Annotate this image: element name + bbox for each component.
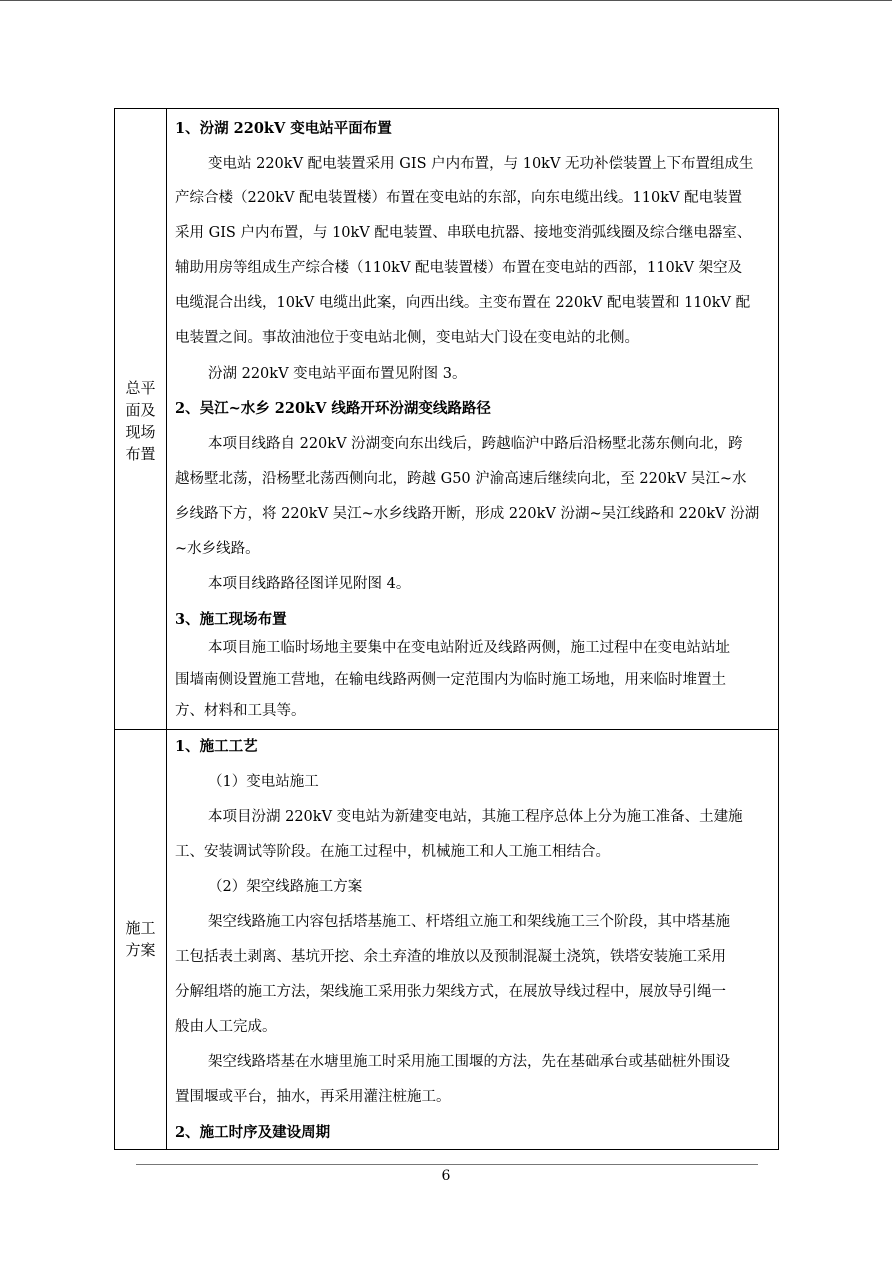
- heading-schedule: 2、施工时序及建设周期: [175, 1124, 331, 1141]
- row-label-line: 方案: [125, 941, 156, 959]
- paragraph-line: ~水乡线路。: [175, 541, 260, 557]
- paragraph-line: 分解组塔的施工方法，架线施工采用张力架线方式，在展放导线过程中，展放导引绳一: [175, 984, 726, 1000]
- heading-site-layout: 3、施工现场布置: [175, 611, 287, 628]
- paragraph-line: 电缆混合出线，10kV 电缆出此案，向西出线。主变布置在 220kV 配电装置和 110kV 配: [175, 295, 751, 311]
- paragraph-line: 本项目施工临时场地主要集中在变电站附近及线路两侧，施工过程中在变电站站址: [208, 640, 730, 656]
- paragraph-line: 汾湖 220kV 变电站平面布置见附图 3。: [208, 366, 467, 382]
- paragraph-line: 变电站 220kV 配电装置采用 GIS 户内布置，与 10kV 无功补偿装置上下布置组成生: [208, 156, 754, 172]
- row-label-line: 面及: [125, 401, 156, 419]
- paragraph-line: 工、安装调试等阶段。在施工过程中，机械施工和人工施工相结合。: [175, 844, 610, 860]
- row-label-line: 施工: [125, 919, 156, 937]
- paragraph-line: 架空线路塔基在水塘里施工时采用施工围堰的方法，先在基础承台或基础桩外围设: [208, 1054, 730, 1070]
- paragraph-line: 产综合楼（220kV 配电装置楼）布置在变电站的东部，向东电缆出线。110kV 配电装置: [175, 190, 743, 206]
- heading-construction-process: 1、施工工艺: [175, 738, 258, 755]
- row-label-line: 现场: [125, 423, 156, 441]
- paragraph-line: 本项目线路路径图详见附图 4。: [208, 576, 411, 592]
- heading-substation-layout: 1、汾湖 220kV 变电站平面布置: [175, 120, 392, 137]
- row-label-layout: [115, 377, 166, 465]
- heading-line-route: 2、吴江~水乡 220kV 线路开环汾湖变线路路径: [175, 400, 491, 417]
- paragraph-line: 般由人工完成。: [175, 1019, 277, 1035]
- page-number: 6: [441, 1168, 451, 1184]
- paragraph-line: 方、材料和工具等。: [175, 703, 306, 719]
- paragraph-line: 乡线路下方，将 220kV 吴江~水乡线路开断，形成 220kV 汾湖~吴江线路和 220kV 汾湖: [175, 506, 760, 522]
- row-label-line: 布置: [125, 445, 156, 463]
- page-top-rule: [0, 0, 892, 1]
- subheading-overhead-line: （2）架空线路施工方案: [208, 879, 363, 895]
- subheading-substation-construction: （1）变电站施工: [208, 774, 319, 790]
- paragraph-line: 越杨墅北荡，沿杨墅北荡西侧向北，跨越 G50 沪渝高速后继续向北，至 220kV 吴江~水: [175, 471, 747, 487]
- row-label-construction: [115, 917, 166, 961]
- content-table: [114, 108, 779, 1150]
- paragraph-line: 置围堰或平台，抽水，再采用灌注桩施工。: [175, 1089, 451, 1105]
- table-row-divider: [115, 729, 778, 730]
- paragraph-line: 电装置之间。事故油池位于变电站北侧，变电站大门设在变电站的北侧。: [175, 330, 639, 346]
- paragraph-line: 本项目线路自 220kV 汾湖变向东出线后，跨越临沪中路后沿杨墅北荡东侧向北，跨: [208, 436, 743, 452]
- paragraph-line: 采用 GIS 户内布置，与 10kV 配电装置、串联电抗器、接地变消弧线圈及综合继电器室、: [175, 225, 752, 241]
- paragraph-line: 围墙南侧设置施工营地，在输电线路两侧一定范围内为临时施工场地，用来临时堆置土: [175, 672, 726, 688]
- paragraph-line: 辅助用房等组成生产综合楼（110kV 配电装置楼）布置在变电站的西部，110kV 架空及: [175, 260, 743, 276]
- paragraph-line: 架空线路施工内容包括塔基施工、杆塔组立施工和架线施工三个阶段，其中塔基施: [208, 914, 730, 930]
- row-label-line: 总平: [125, 379, 156, 397]
- paragraph-line: 本项目汾湖 220kV 变电站为新建变电站，其施工程序总体上分为施工准备、土建施: [208, 809, 743, 825]
- table-column-divider: [166, 109, 167, 1149]
- paragraph-line: 工包括表土剥离、基坑开挖、余土弃渣的堆放以及预制混凝土浇筑，铁塔安装施工采用: [175, 949, 726, 965]
- footer-rule: [136, 1164, 758, 1165]
